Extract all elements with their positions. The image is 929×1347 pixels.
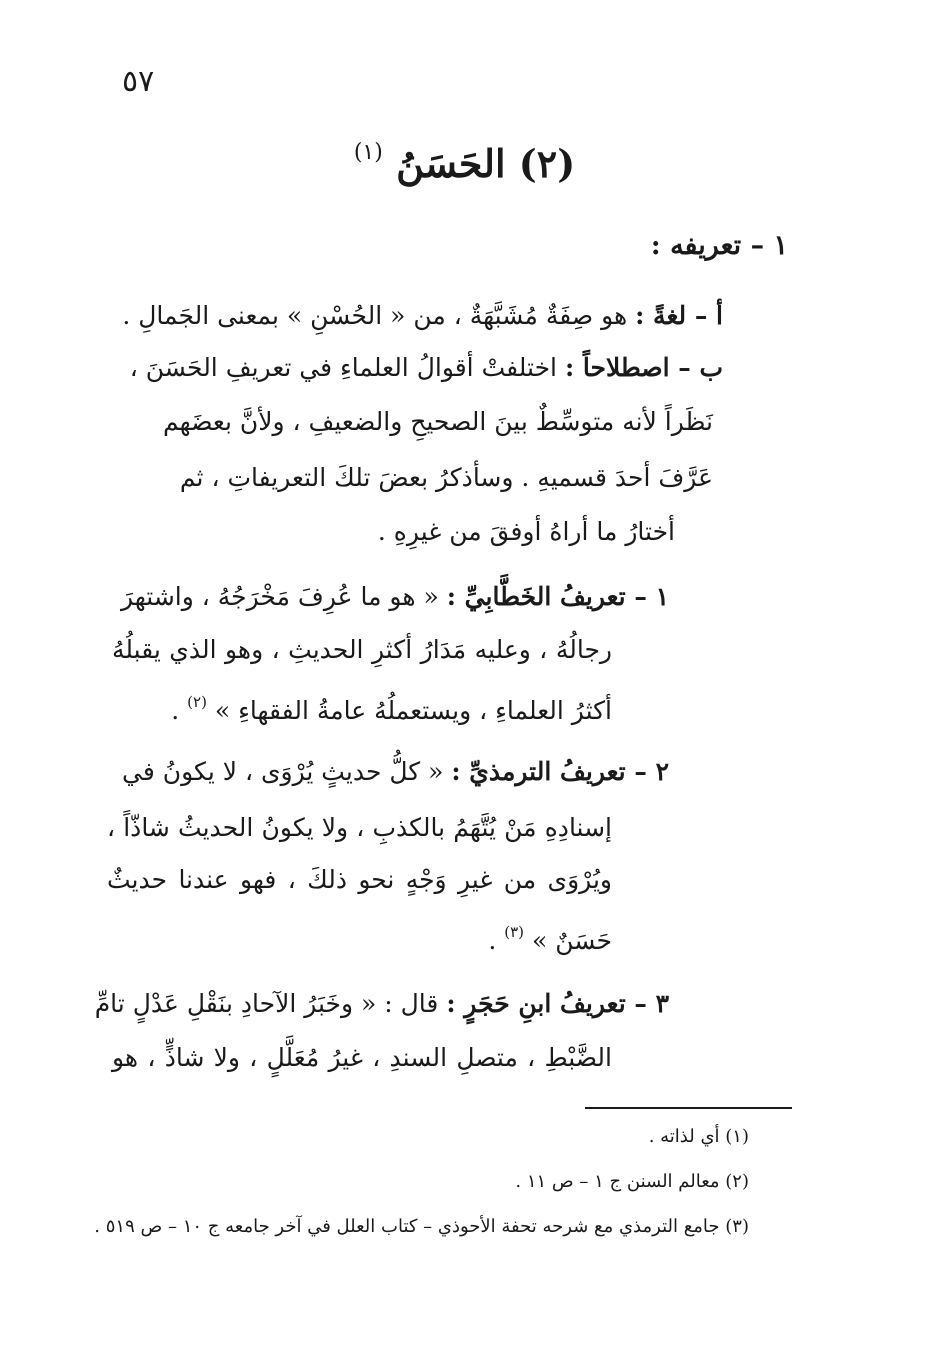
def2-line-1 bbox=[122, 752, 669, 792]
item-b-label: ب – اصطلاحاً : bbox=[564, 353, 723, 382]
def3-line-1 bbox=[95, 984, 669, 1024]
page-number: ٥٧ bbox=[122, 64, 155, 99]
def3-line-2: الضَّبْطِ ، متصلِ السندِ ، غيرُ مُعَلَّلٍ ، ولا شاذٍّ ، هو bbox=[112, 1043, 612, 1072]
item-b-line-1 bbox=[130, 348, 723, 388]
def2-line-4 bbox=[488, 912, 612, 961]
chapter-title-text: (٢) الحَسَنُ bbox=[396, 141, 576, 186]
def2-line-3: ويُرْوَى من غيرِ وَجْهٍ نحو ذلكَ ، فهو عندنا حديثٌ bbox=[107, 865, 612, 894]
def1-footnote-ref: (٢) bbox=[187, 693, 207, 711]
section-label: تعريفه : bbox=[650, 230, 742, 261]
def3-text-1: قال : « وخَبَرُ الآحادِ بنَقْلِ عَدْلٍ تامِّ bbox=[94, 989, 439, 1018]
item-b-text-1: اختلفتْ أقوالُ العلماءِ في تعريفِ الحَسَنَ ، bbox=[129, 353, 557, 382]
def2-footnote-ref: (٣) bbox=[504, 923, 525, 941]
item-a-label: أ – لغةً : bbox=[635, 301, 723, 330]
item-b-line-2: نَظَراً لأنه متوسِّطٌ بينَ الصحيحِ والضعيفِ ، ولأنَّ بعضَهم bbox=[163, 407, 713, 436]
item-a bbox=[122, 296, 723, 336]
def1-line-1 bbox=[121, 577, 669, 617]
item-a-text: هو صِفَةٌ مُشَبَّهَةٌ ، من « الحُسْنِ » بمعنى الجَمالِ . bbox=[122, 301, 628, 330]
def1-text-3: أكثرُ العلماءِ ، ويستعملُهُ عامةُ الفقهاءِ » bbox=[214, 696, 612, 725]
def1-line-3 bbox=[171, 682, 612, 731]
def3-label: ٣ – تعريفُ ابنِ حَجَرٍ : bbox=[446, 989, 669, 1018]
def1-label: ١ – تعريفُ الخَطَّابِيِّ : bbox=[446, 582, 669, 611]
chapter-title bbox=[0, 140, 929, 186]
section-heading bbox=[651, 226, 788, 266]
section-number: ١ – bbox=[750, 230, 788, 261]
footnote-2: (٢) معالم السنن ج ١ – ص ١١ . bbox=[515, 1171, 749, 1192]
def1-end: . bbox=[171, 696, 180, 725]
def2-text-1: « كلُّ حديثٍ يُرْوَى ، لا يكونُ في bbox=[122, 757, 444, 786]
def2-label: ٢ – تعريفُ الترمذيِّ : bbox=[451, 757, 669, 786]
def2-end: . bbox=[488, 926, 497, 955]
def2-text-4: حَسَنٌ » bbox=[531, 926, 612, 955]
def2-line-2: إسنادِهِ مَنْ يُتَّهَمُ بالكذبِ ، ولا يكونُ الحديثُ شاذّاً ، bbox=[107, 813, 612, 842]
item-b-line-4: أختارُ ما أراهُ أوفقَ من غيرِهِ . bbox=[377, 517, 675, 546]
def1-text-1: « هو ما عُرِفَ مَخْرَجُهُ ، واشتهرَ bbox=[120, 582, 439, 611]
item-b-line-3: عَرَّفَ أحدَ قسميهِ . وسأذكرُ بعضَ تلكَ التعريفاتِ ، ثم bbox=[179, 463, 713, 492]
footnote-1: (١) أي لذاته . bbox=[648, 1126, 749, 1147]
title-footnote-ref: (١) bbox=[353, 140, 383, 165]
footnote-divider bbox=[585, 1107, 792, 1109]
footnote-3: (٣) جامع الترمذي مع شرحه تحفة الأحوذي – كتاب العلل في آخر جامعه ج ١٠ – ص ٥١٩ . bbox=[94, 1216, 749, 1237]
def1-line-2: رجالُهُ ، وعليه مَدَارُ أكثرِ الحديثِ ، وهو الذي يقبلُهُ bbox=[112, 635, 612, 664]
